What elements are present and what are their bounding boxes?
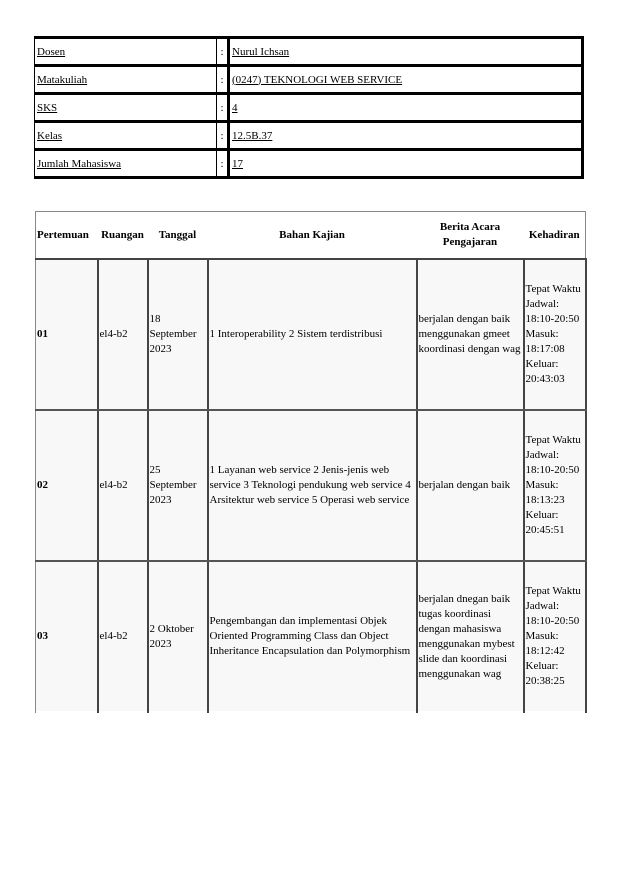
- course-info-table: [34, 36, 584, 179]
- table-row: [36, 410, 586, 561]
- info-separator: :: [217, 94, 229, 122]
- schedule-header-row: [36, 212, 586, 260]
- info-value: 4: [229, 94, 583, 122]
- info-row-dosen: [35, 38, 583, 66]
- cell-pertemuan: 01: [36, 259, 98, 410]
- header-pertemuan: Pertemuan: [36, 212, 98, 260]
- info-separator: :: [217, 38, 229, 66]
- table-row: [36, 259, 586, 410]
- cell-kehadiran: Tepat Waktu Jadwal: 18:10-20:50 Masuk: 18:17:08 Keluar: 20:43:03: [524, 259, 586, 410]
- cell-berita-acara: berjalan dengan baik: [417, 410, 524, 561]
- schedule-table: [35, 211, 587, 713]
- info-row-jumlah-mahasiswa: [35, 150, 583, 178]
- header-bahan-kajian: Bahan Kajian: [208, 212, 417, 260]
- cell-berita-acara: berjalan dnegan baik tugas koordinasi dengan mahasiswa menggunakan mybest slide dan koordinasi menggunakan wag: [417, 561, 524, 711]
- info-label: Matakuliah: [35, 66, 217, 94]
- info-value: 17: [229, 150, 583, 178]
- table-continuation: [36, 711, 586, 713]
- cell-bahan-kajian: Pengembangan dan implementasi Objek Oriented Programming Class dan Object Inheritance Encapsulation dan Polymorphism: [208, 561, 417, 711]
- header-tanggal: Tanggal: [148, 212, 208, 260]
- header-ruangan: Ruangan: [98, 212, 148, 260]
- header-berita-acara: Berita Acara Pengajaran: [417, 212, 524, 260]
- cell-berita-acara: berjalan dengan baik menggunakan gmeet koordinasi dengan wag: [417, 259, 524, 410]
- info-separator: :: [217, 66, 229, 94]
- info-row-kelas: [35, 122, 583, 150]
- cell-ruangan: el4-b2: [98, 561, 148, 711]
- cell-pertemuan: 03: [36, 561, 98, 711]
- info-label: Kelas: [35, 122, 217, 150]
- info-value: 12.5B.37: [229, 122, 583, 150]
- cell-ruangan: el4-b2: [98, 410, 148, 561]
- cell-tanggal: 2 Oktober 2023: [148, 561, 208, 711]
- info-label: Dosen: [35, 38, 217, 66]
- cell-bahan-kajian: 1 Layanan web service 2 Jenis-jenis web service 3 Teknologi pendukung web service 4 Arsitektur web service 5 Operasi web service: [208, 410, 417, 561]
- cell-ruangan: el4-b2: [98, 259, 148, 410]
- info-value: (0247) TEKNOLOGI WEB SERVICE: [229, 66, 583, 94]
- table-row: [36, 561, 586, 711]
- info-label: Jumlah Mahasiswa: [35, 150, 217, 178]
- info-separator: :: [217, 122, 229, 150]
- header-kehadiran: Kehadiran: [524, 212, 586, 260]
- cell-tanggal: 18 September 2023: [148, 259, 208, 410]
- cell-kehadiran: Tepat Waktu Jadwal: 18:10-20:50 Masuk: 18:12:42 Keluar: 20:38:25: [524, 561, 586, 711]
- cell-tanggal: 25 September 2023: [148, 410, 208, 561]
- cell-kehadiran: Tepat Waktu Jadwal: 18:10-20:50 Masuk: 18:13:23 Keluar: 20:45:51: [524, 410, 586, 561]
- info-row-sks: [35, 94, 583, 122]
- cell-bahan-kajian: 1 Interoperability 2 Sistem terdistribusi: [208, 259, 417, 410]
- cell-pertemuan: 02: [36, 410, 98, 561]
- info-label: SKS: [35, 94, 217, 122]
- info-separator: :: [217, 150, 229, 178]
- info-row-matakuliah: [35, 66, 583, 94]
- info-value: Nurul Ichsan: [229, 38, 583, 66]
